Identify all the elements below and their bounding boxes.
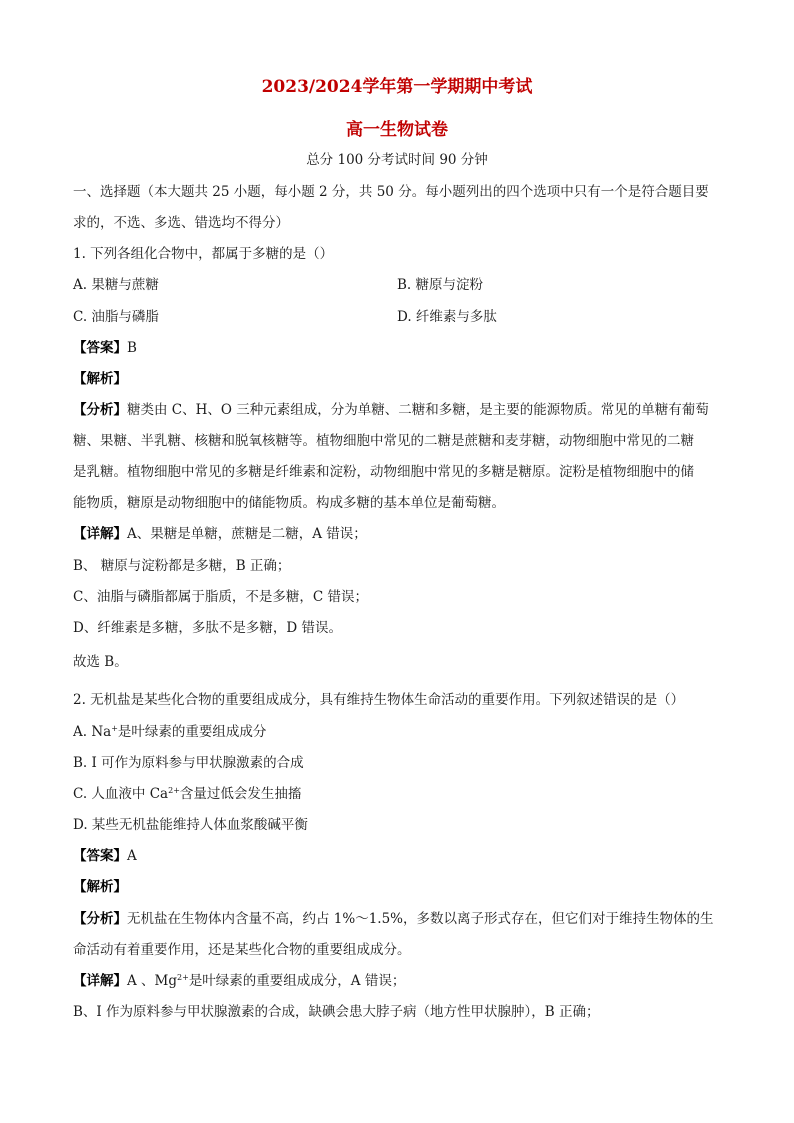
q2-detail-a-pre: A 、Mg [127, 973, 178, 989]
q2-answer-value: A [127, 848, 137, 864]
answer-label: 【答案】 [73, 340, 127, 356]
q2-option-d: D. 某些无机盐能维持人体血浆酸碱平衡 [73, 817, 308, 833]
analysis-label: 【解析】 [73, 371, 127, 387]
q2-option-a [73, 722, 733, 742]
q1-analysis-text: 糖类由 C、H、O 三种元素组成，分为单糖、二糖和多糖，是主要的能源物质。常见的单糖有葡萄 [127, 402, 709, 418]
section-instructions-line1: 一、选择题（本大题共 25 小题，每小题 2 分，共 50 分。每小题列出的四个选项中只有一个是符合题目要 [73, 184, 709, 200]
exam-subtitle: 高一生物试卷 [346, 120, 448, 140]
q2-option-c-post: 含量过低会发生抽搐 [179, 786, 302, 802]
q1-option-b: B. 糖原与淀粉 [397, 277, 484, 293]
q1-answer [73, 338, 733, 358]
q2-detail-b: B、I 作为原料参与甲状腺激素的合成，缺碘会患大脖子病（地方性甲状腺肿），B 正确； [73, 1004, 600, 1020]
q2-analysis-heading [73, 877, 733, 897]
q1-detail-c: C、油脂与磷脂都属于脂质，不是多糖，C 错误； [73, 589, 368, 605]
fenxi-label: 【分析】 [73, 402, 127, 418]
q2-answer [73, 846, 733, 866]
q2-stem: 2. 无机盐是某些化合物的重要组成成分，具有维持生物体生命活动的重要作用。下列叙述错误的是（） [73, 692, 685, 708]
q2-analysis-line: 命活动有着重要作用，还是某些化合物的重要组成成分。 [73, 942, 411, 958]
q1-detail-a-text: A、果糖是单糖，蔗糖是二糖，A 错误； [127, 526, 367, 542]
q1-conclusion: 故选 B。 [73, 654, 128, 670]
q2-detail-a-sup: 2+ [177, 973, 189, 982]
fenxi-label: 【分析】 [73, 911, 127, 927]
q2-option-c [73, 784, 733, 804]
q1-analysis-line [73, 400, 733, 420]
analysis-label: 【解析】 [73, 879, 127, 895]
q1-detail-b: B、 糖原与淀粉都是多糖，B 正确； [73, 558, 291, 574]
detail-label: 【详解】 [73, 526, 127, 542]
q2-option-c-pre: C. 人血液中 Ca [73, 786, 169, 802]
q2-detail-a-post: 是叶绿素的重要组成成分，A 错误； [188, 973, 406, 989]
q2-option-b: B. I 可作为原料参与甲状腺激素的合成 [73, 755, 304, 771]
q1-analysis-line: 能物质，糖原是动物细胞中的储能物质。构成多糖的基本单位是葡萄糖。 [73, 495, 505, 511]
q1-option-d: D. 纤维素与多肽 [397, 309, 497, 325]
q1-detail-a [73, 524, 733, 544]
answer-label: 【答案】 [73, 848, 127, 864]
q2-option-a-sup: + [111, 724, 118, 733]
q2-analysis-text: 无机盐在生物体内含量不高，约占 1%～1.5%，多数以离子形式存在，但它们对于维持生物体的生 [127, 911, 714, 927]
q1-analysis-line: 是乳糖。植物细胞中常见的多糖是纤维素和淀粉，动物细胞中常见的多糖是糖原。淀粉是植物细胞中的储 [73, 464, 694, 480]
q1-detail-d: D、纤维素是多糖，多肽不是多糖，D 错误。 [73, 620, 342, 636]
q1-option-a: A. 果糖与蔗糖 [73, 277, 159, 293]
exam-info: 总分 100 分考试时间 90 分钟 [306, 152, 488, 168]
q1-analysis-heading [73, 369, 733, 389]
q2-analysis-line [73, 909, 733, 929]
q2-option-a-post: 是叶绿素的重要组成成分 [117, 724, 267, 740]
q2-option-c-sup: 2+ [168, 786, 180, 795]
q2-option-a-pre: A. Na [73, 724, 112, 740]
q1-option-c: C. 油脂与磷脂 [73, 309, 159, 325]
section-instructions-line2: 求的，不选、多选、错选均不得分） [73, 215, 289, 231]
q2-detail-a [73, 971, 733, 991]
detail-label: 【详解】 [73, 973, 127, 989]
q1-stem: 1. 下列各组化合物中，都属于多糖的是（） [73, 246, 334, 262]
q1-answer-value: B [127, 340, 137, 356]
q1-analysis-line: 糖、果糖、半乳糖、核糖和脱氧核糖等。植物细胞中常见的二糖是蔗糖和麦芽糖，动物细胞中常见的二糖 [73, 433, 694, 449]
exam-title: 2023/2024学年第一学期期中考试 [261, 77, 533, 97]
